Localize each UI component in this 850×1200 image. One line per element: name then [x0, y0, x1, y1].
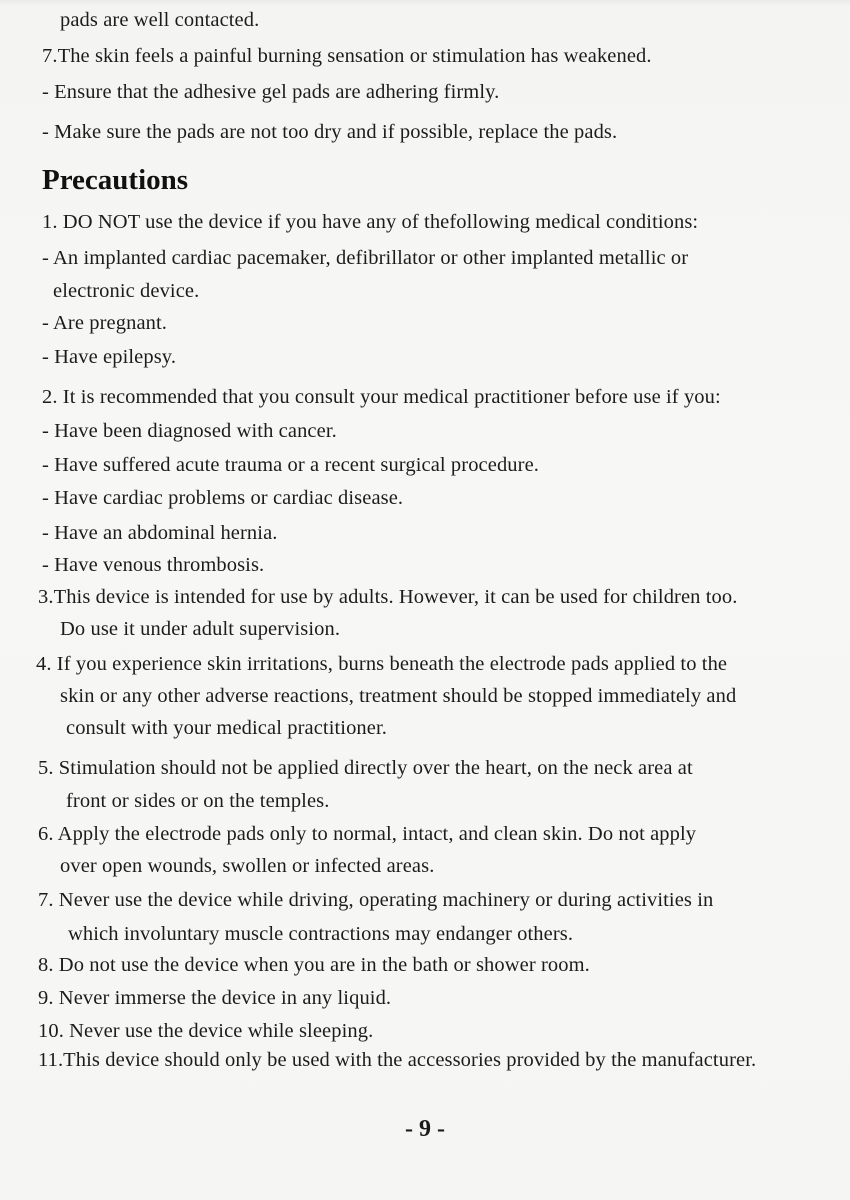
text-line: 1. DO NOT use the device if you have any of thefollowing medical conditions: — [42, 211, 699, 233]
text-line: Do use it under adult supervision. — [60, 618, 341, 640]
text-line: 5. Stimulation should not be applied directly over the heart, on the neck area at — [38, 757, 693, 779]
text-line: 8. Do not use the device when you are in the bath or shower room. — [38, 954, 590, 976]
text-line: electronic device. — [53, 280, 200, 302]
text-line: - Ensure that the adhesive gel pads are adhering firmly. — [42, 81, 500, 103]
text-line: front or sides or on the temples. — [66, 790, 330, 812]
text-line: 6. Apply the electrode pads only to normal, intact, and clean skin. Do not apply — [38, 823, 697, 845]
text-line: - Make sure the pads are not too dry and if possible, replace the pads. — [42, 121, 618, 143]
text-line: which involuntary muscle contractions may endanger others. — [68, 923, 574, 945]
text-line: - Are pregnant. — [42, 312, 168, 334]
text-line: 4. If you experience skin irritations, burns beneath the electrode pads applied to the — [36, 653, 728, 675]
text-line: 2. It is recommended that you consult your medical practitioner before use if you: — [42, 386, 721, 408]
text-line: - Have suffered acute trauma or a recent surgical procedure. — [42, 454, 539, 476]
text-line: - An implanted cardiac pacemaker, defibrillator or other implanted metallic or — [42, 247, 689, 269]
text-line: - Have an abdominal hernia. — [42, 522, 278, 544]
page-shadow — [0, 0, 850, 6]
text-line: - Have cardiac problems or cardiac disease. — [42, 487, 404, 509]
text-line: 9. Never immerse the device in any liquid. — [38, 987, 392, 1009]
page-number: - 9 - — [405, 1116, 445, 1142]
text-line: 10. Never use the device while sleeping. — [38, 1020, 374, 1042]
section-title: Precautions — [42, 164, 189, 196]
text-line: - Have been diagnosed with cancer. — [42, 420, 337, 442]
text-line: 7.The skin feels a painful burning sensation or stimulation has weakened. — [42, 45, 652, 67]
text-line: 11.This device should only be used with the accessories provided by the manufacturer. — [38, 1049, 757, 1071]
text-line: over open wounds, swollen or infected areas. — [60, 855, 435, 877]
text-line: - Have epilepsy. — [42, 346, 177, 368]
text-line: skin or any other adverse reactions, treatment should be stopped immediately and — [60, 685, 737, 707]
text-line: 3.This device is intended for use by adults. However, it can be used for children too. — [38, 586, 738, 608]
text-line: 7. Never use the device while driving, operating machinery or during activities in — [38, 889, 714, 911]
text-line: consult with your medical practitioner. — [66, 717, 387, 739]
text-line: pads are well contacted. — [60, 9, 260, 31]
text-line: - Have venous thrombosis. — [42, 554, 265, 576]
